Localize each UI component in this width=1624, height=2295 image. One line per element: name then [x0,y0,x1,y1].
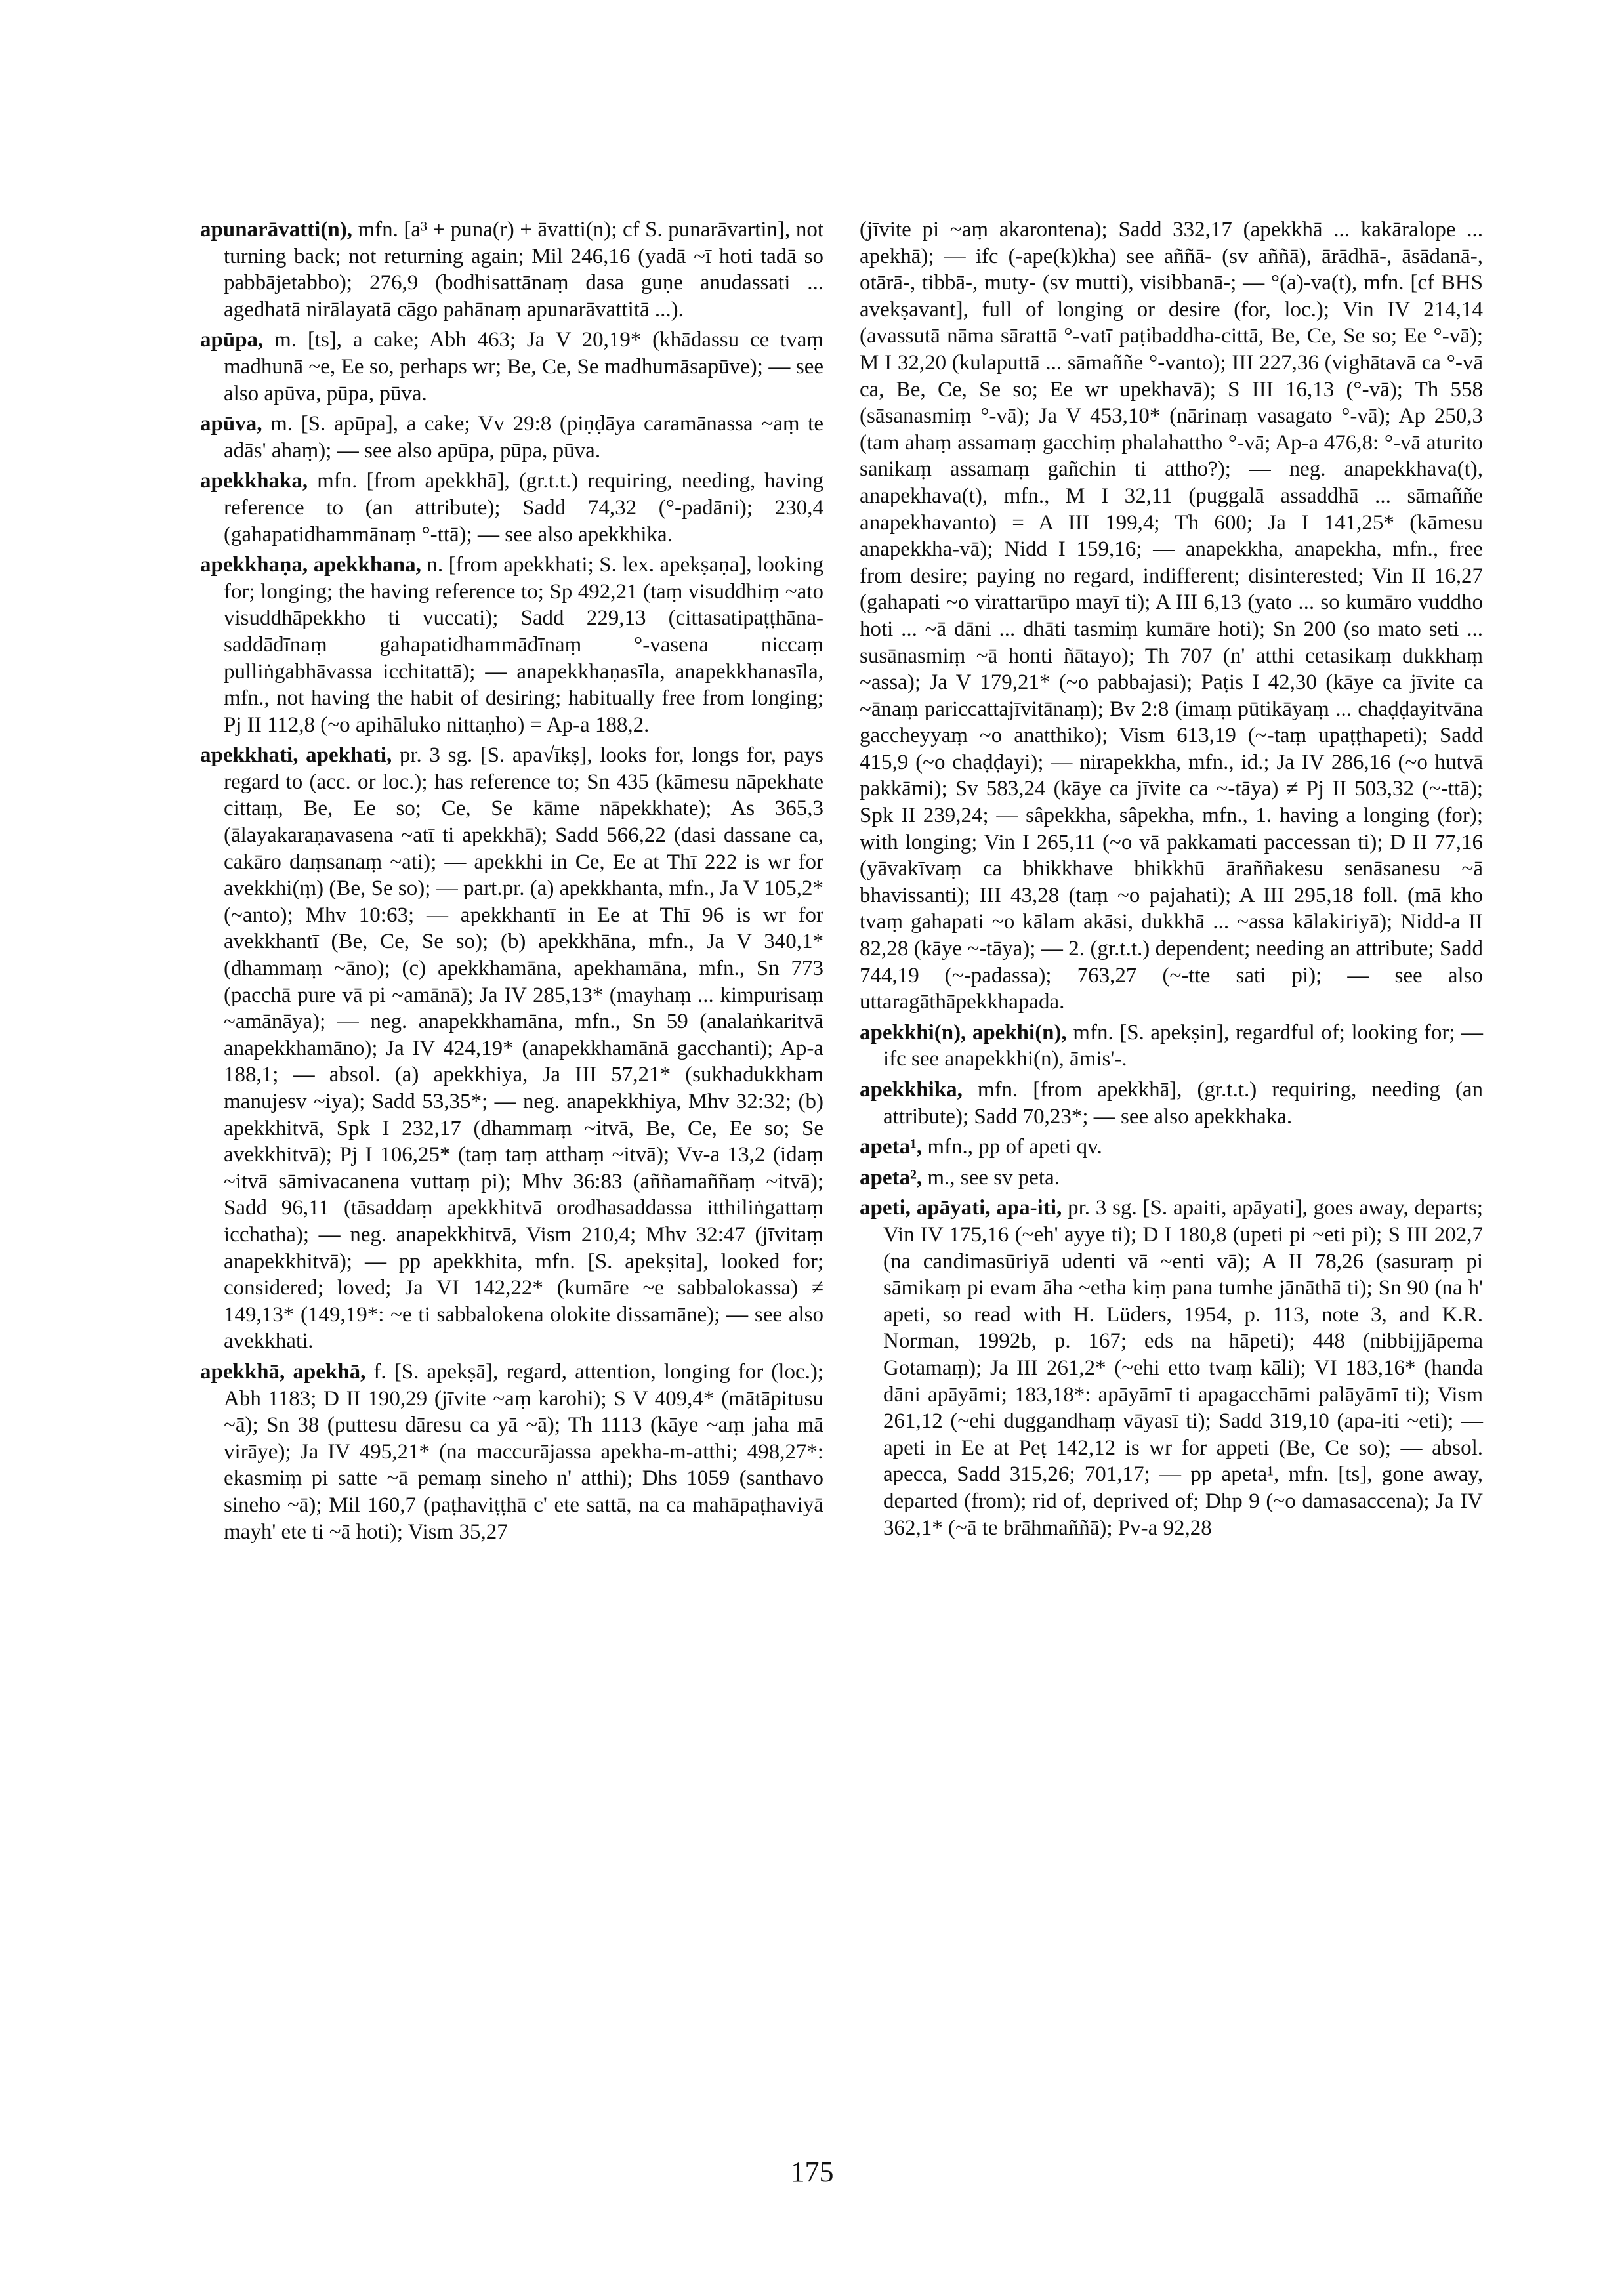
dictionary-entry [860,217,1483,1016]
dictionary-entry [200,411,823,464]
entry-body: f. [S. apekṣā], regard, attention, longing for (loc.); Abh 1183; D II 190,29 (jīvite ~aṃ karohi); S V 409,4* (mātāpitusu ~ā); Sn 38 (puttesu dāresu ca yā ~ā); Th 1113 (kāye ~aṃ jaha mā virāye); Ja IV 495,21* (na maccurājassa apekha-m-atthi; 498,27*: ekasmiṃ pi satte ~ā pemaṃ sineho n' atthi); Dhs 1059 (santhavo sineho ~ā); Mil 160,7 (paṭhaviṭṭhā c' ete sattā, na ca mahāpaṭhaviyā mayh' ete ti ~ā hoti); Vism 35,27 [224,1359,824,1544]
dictionary-entry [860,1195,1483,1541]
entry-body: m., see sv peta. [927,1165,1060,1189]
entry-body: mfn., pp of apeti qv. [927,1135,1102,1159]
entry-headword: apeti, apāyati, apa-iti, [860,1196,1062,1220]
entry-body: m. [S. apūpa], a cake; Vv 29:8 (piṇḍāya caramānassa ~aṃ te adās' ahaṃ); — see also apūpa, pūpa, pūva. [224,412,823,463]
entry-headword: apekkhaṇa, apekkhana, [200,553,421,577]
left-column [200,217,823,1549]
entry-headword: apekkhi(n), apekhi(n), [860,1020,1067,1044]
entry-body: mfn. [S. apekṣin], regardful of; looking for; — ifc see anapekkhi(n), āmis'-. [883,1020,1483,1071]
dictionary-entry [200,552,823,738]
dictionary-entry [200,217,823,323]
right-column [860,217,1483,1545]
dictionary-entry [860,1134,1483,1161]
dictionary-entry [200,468,823,548]
entry-body: mfn. [from apekkhā], (gr.t.t.) requiring, needing (an attribute); Sadd 70,23*; — see also apekkhaka. [883,1078,1483,1128]
entry-body: m. [ts], a cake; Abh 463; Ja V 20,19* (khādassu ce tvaṃ madhunā ~e, Ee so, perhaps wr; Be, Ce, Se madhumāsapūve); — see also apūva, pūpa, pūva. [224,328,824,405]
entry-headword: apunarāvatti(n), [200,218,352,241]
dictionary-entry [860,1077,1483,1130]
entry-headword: apekkhika, [860,1078,963,1102]
dictionary-entry [200,327,823,407]
entry-body: mfn. [a³ + puna(r) + āvatti(n); cf S. punarāvartin], not turning back; not returning again; Mil 246,16 (yadā ~ī hoti tadā so pabbājetabbo); 276,9 (bodhisattānaṃ dasa guṇe anudassati ... agedhatā nirālayatā cāgo pahānaṃ apunarāvattitā ...). [224,218,824,321]
entry-body: pr. 3 sg. [S. apa√īkṣ], looks for, longs for, pays regard to (acc. or loc.); has reference to; Sn 435 (kāmesu nāpekhate cittaṃ, Be, Ee so; Ce, Se kāme nāpekkhate); As 365,3 (ālayakaraṇavasena ~atī ti apekkhā); Sadd 566,22 (dasi dassane ca, cakāro daṃsanaṃ ~ati); — apekkhi in Ce, Ee at Thī 222 is wr for avekkhi(ṃ) (Be, Se so); — part.pr. (a) apekkhanta, mfn., Ja V 105,2* (~anto); Mhv 10:63; — apekkhantī in Ee at Thī 96 is wr for avekkhantī (Be, Ce, Se so); (b) apekkhāna, mfn., Ja V 340,1* (dhammaṃ ~āno); (c) apekkhamāna, apekhamāna, mfn., Sn 773 (pacchā pure vā pi ~amānā); Ja IV 285,13* (mayhaṃ ... kimpurisaṃ ~amānāya); — neg. anapekkhamāna, mfn., Sn 59 (analaṅkaritvā anapekkhamāno); Ja IV 424,19* (anapekkhamānā gacchanti); Ap-a 188,1; — absol. (a) apekkhiya, Ja III 57,21* (sukhadukkham manujesv ~iya); Sadd 53,35*; — neg. anapekkhiya, Mhv 32:32; (b) apekkhitvā, Spk I 232,17 (dhammaṃ ~itvā, Be, Ce, Ee so; Se avekkhitvā); Pj I 106,25* (taṃ taṃ atthaṃ ~itvā); Vv-a 13,2 (idaṃ ~itvā sāmivacanena vuttaṃ pi); Mhv 36:83 (aññamaññaṃ ~itvā); Sadd 96,11 (tāsaddaṃ apekkhitvā orodhasaddassa itthiliṅgattaṃ icchatha); — neg. anapekkhitvā, Vism 210,4; Mhv 32:47 (jīvitaṃ anapekkhitvā); — pp apekkhita, mfn. [S. apekṣita], looked for; considered; loved; Ja VI 142,22* (kumāre ~e sabbalokassa) ≠ 149,13* (149,19*: ~e ti sabbalokena olokite dissamāne); — see also avekkhati. [224,743,823,1354]
entry-body: (jīvite pi ~aṃ akarontena); Sadd 332,17 (apekkhā ... kakāralope ... apekhā); — ifc (-ape(k)kha) see aññā- (sv aññā), ārādhā-, āsādanā-, otārā-, tibbā-, muty- (sv mutti), visibbanā-; — °(a)-va(t), mfn. [cf BHS avekṣavant], full of longing or desire (for, loc.); Vin IV 214,14 (avassutā nāma sārattā °-vatī paṭibaddha-cittā, Be, Ce, Se so; Ee °-vā); M I 32,20 (kulaputtā ... sāmaññe °-vanto); III 227,36 (vighātavā ca °-vā ca, Be, Ce, Se so; Ee wr upekhavā); S III 16,13 (°-vā); Th 558 (sāsanasmiṃ °-vā); Ja V 453,10* (nārinaṃ vasagato °-vā); Ap 250,3 (tam ahaṃ assamaṃ gacchiṃ phalahattho °-vā; Ap-a 476,8: °-vā aturito sanikaṃ assamaṃ gañchin ti attho?); — neg. anapekkhava(t), anapekhava(t), mfn., M I 32,11 (puggalā assaddhā ... sāmaññe anapekhavanto) = A III 199,4; Th 600; Ja I 141,25* (kāmesu anapekkha-vā); Nidd I 159,16; — anapekkha, anapekha, mfn., free from desire; paying no regard, indifferent; disinterested; Vin II 16,27 (gahapati ~o virattarūpo mayī ti); A III 6,13 (yato ... so kumāro vuddho hoti ... ~ā dāni ... dhāti tasmiṃ kumāre hoti); Sn 200 (so mato seti ... susānasmiṃ ~ā honti ñātayo); Th 707 (n' atthi cetasikaṃ dukkhaṃ ~assa); Ja V 179,21* (~o pabbajasi); Paṭis I 42,30 (kāye ca jīvite ca ~ānaṃ pariccattajīvitānaṃ); Bv 2:8 (imaṃ pūtikāyaṃ ... chaḍḍayitvāna gaccheyyaṃ ~o anatthiko); Vism 613,19 (~-taṃ upaṭṭhapeti); Sadd 415,9 (~o chaḍḍayi); — nirapekkha, mfn., id.; Ja IV 286,16 (~o hutvā pakkāmi); Sv 583,24 (kāye ca jīvite ca ~-tāya) ≠ Pj II 503,32 (~-ttā); Spk II 239,24; — sâpekkha, sâpekha, mfn., 1. having a longing (for); with longing; Vin I 265,11 (~o vā pakkamati paccessan ti); D II 77,16 (yāvakīvaṃ ca bhikkhave bhikkhū āraññakesu senāsanesu ~ā bhavissanti); III 43,28 (taṃ ~o pajahati); A III 295,18 foll. (mā kho tvaṃ gahapati ~o kālam akāsi, dukkhā ... ~assa kālakiriyā); Nidd-a II 82,28 (kāye ~-tāya); — 2. (gr.t.t.) dependent; needing an attribute; Sadd 744,19 (~-padassa); 763,27 (~-tte sati pi); — see also uttaragāthāpekkhapada. [860,218,1483,1014]
dictionary-entry [860,1020,1483,1073]
entry-headword: apekkhā, apekhā, [200,1359,366,1384]
entry-body: pr. 3 sg. [S. apaiti, apāyati], goes away, departs; Vin IV 175,16 (~eh' ayye ti); D I 180,8 (upeti pi ~eti pi); S III 202,7 (na candimasūriyā udenti vā ~enti vā); A II 78,26 (sasuraṃ pi sāmikaṃ pi evam āha ~etha kiṃ pana tumhe jānāthā ti); Sn 90 (na h' apeti, so read with H. Lüders, 1954, p. 113, note 3, and K.R. Norman, 1992b, p. 167; eds na hāpeti); 448 (nibbijjāpema Gotamaṃ); Ja III 261,2* (~ehi etto tvaṃ kāli); VI 183,16* (handa dāni apāyāmi; 183,18*: apāyāmī ti apagacchāmi palāyāmī ti); Vism 261,12 (~ehi duggandhaṃ vāyasī ti); Sadd 319,10 (apa-iti ~eti); — apeti in Ee at Peṭ 142,12 is wr for appeti (Be, Ce so); — absol. apecca, Sadd 315,26; 701,17; — pp apeta¹, mfn. [ts], gone away, departed (from); rid of, deprived of; Dhp 9 (~o damasaccena); Ja IV 362,1* (~ā te brāhmaññā); Pv-a 92,28 [883,1196,1483,1540]
entry-body: n. [from apekkhati; S. lex. apekṣaṇa], looking for; longing; the having reference to; Sp 492,21 (taṃ visuddhiṃ ~ato visuddhāpekkho ti vuccati); Sadd 229,13 (cittasatipaṭṭhāna-saddādīnaṃ gahapatidhammādīnaṃ °-vasena niccaṃ pulliṅgabhāvassa icchitattā); — anapekkhaṇasīla, anapekkhanasīla, mfn., not having the habit of desiring; habitually free from longing; Pj II 112,8 (~o apihāluko nittaṇho) = Ap-a 188,2. [224,553,823,737]
dictionary-entry [200,742,823,1355]
page-number: 175 [790,2156,834,2188]
entry-body: mfn. [from apekkhā], (gr.t.t.) requiring, needing, having reference to (an attribute); Sadd 74,32 (°-padāni); 230,4 (gahapatidhammānaṃ °-ttā); — see also apekkhika. [224,469,824,547]
dictionary-entry [200,1359,823,1545]
entry-headword: apeta², [860,1165,923,1189]
entry-headword: apeta¹, [860,1135,923,1159]
entry-headword: apekkhati, apekhati, [200,743,392,768]
entry-headword: apekkhaka, [200,469,308,493]
dictionary-entry [860,1165,1483,1191]
entry-headword: apūpa, [200,328,264,352]
entry-headword: apūva, [200,412,262,436]
